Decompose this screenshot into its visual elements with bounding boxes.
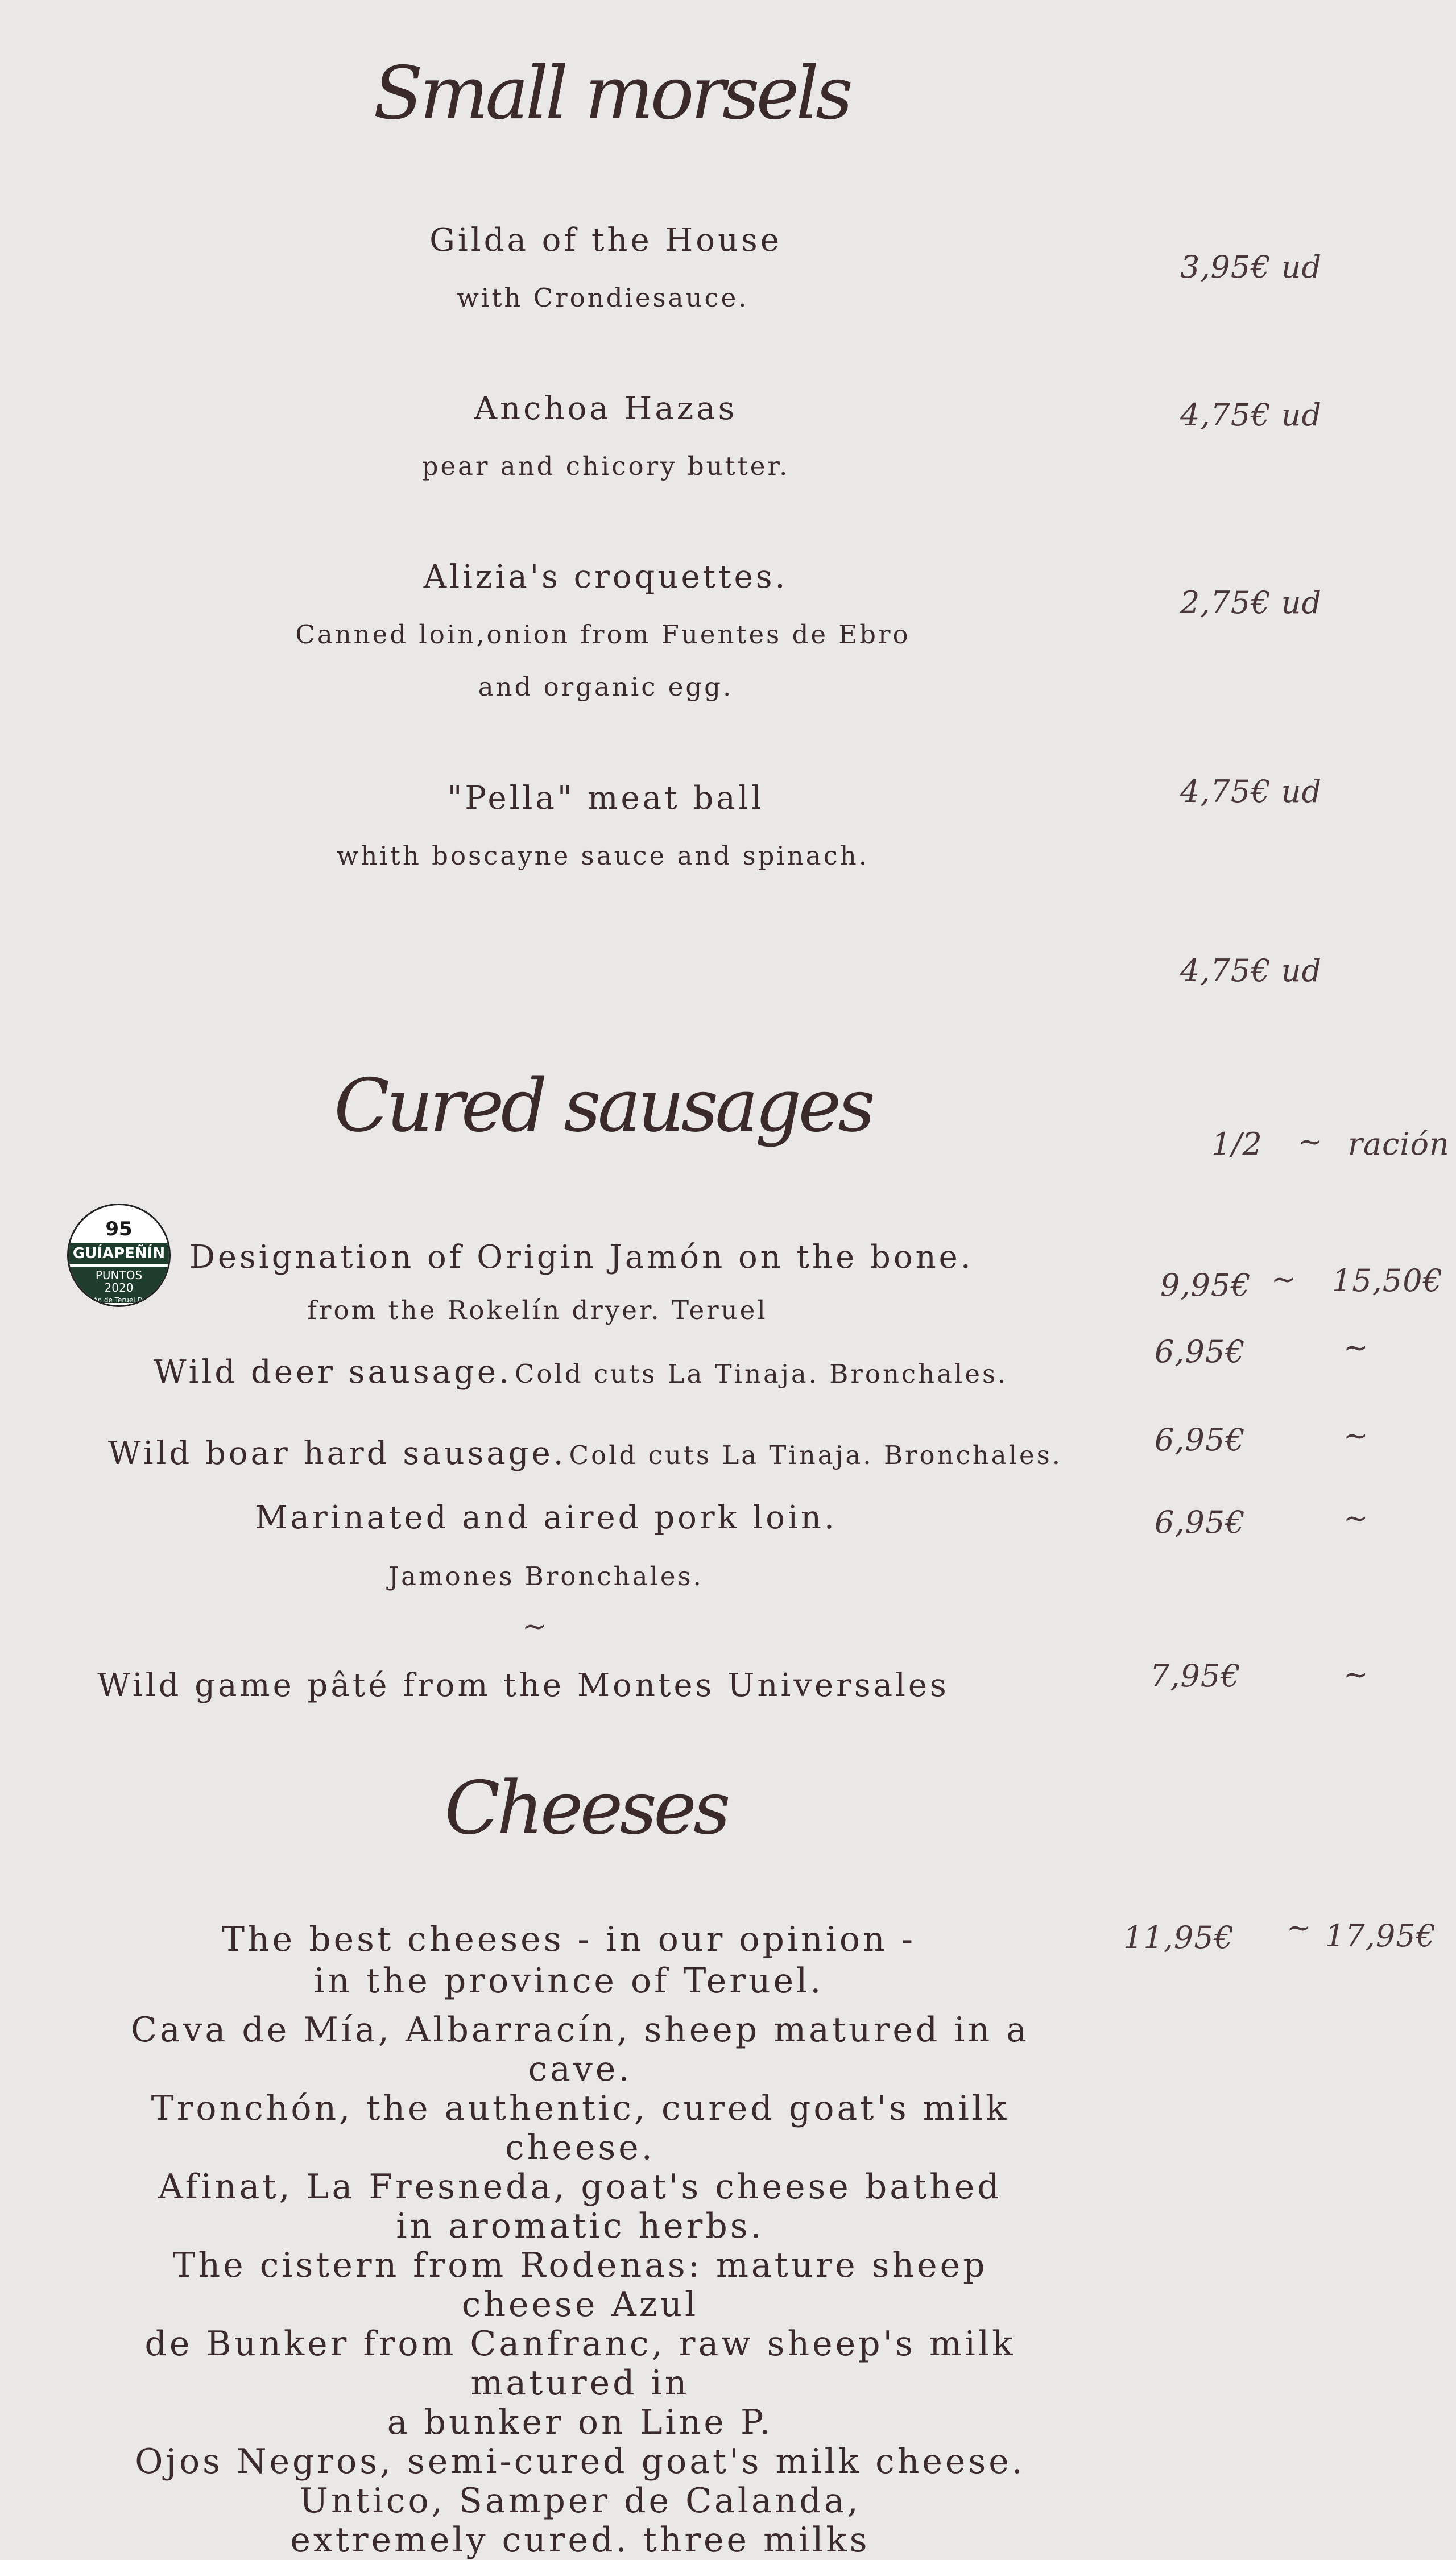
menu-item-desc: Jamones Bronchales. <box>388 1561 704 1591</box>
menu-item-desc: Canned loin,onion from Fuentes de Ebro <box>295 619 911 650</box>
menu-item-price-half: 6,95€ <box>1155 1334 1246 1370</box>
menu-item-desc: and organic egg. <box>478 672 734 702</box>
cheese-list <box>125 2011 1035 2560</box>
badge-label: PUNTOS <box>95 1268 143 1282</box>
badge-year: 2020 <box>104 1281 134 1295</box>
menu-item-desc: pear and chicory butter. <box>421 451 790 481</box>
menu-item-name: Designation of Origin Jamón on the bone. <box>189 1239 974 1276</box>
guia-penin-badge <box>67 1204 171 1307</box>
cheese-line: a bunker on Line P. <box>387 2402 774 2442</box>
menu-item-desc: whith boscayne sauce and spinach. <box>336 841 870 871</box>
menu-item-price-half: 6,95€ <box>1155 1504 1246 1540</box>
menu-item-price: 4,75€ ud <box>1180 953 1322 989</box>
menu-item-price-half: 9,95€ <box>1160 1267 1251 1303</box>
menu-item-price-full: 15,50€ <box>1332 1263 1443 1298</box>
section-title-small-morsels: Small morsels <box>373 51 850 136</box>
menu-item-price-half: 6,95€ <box>1155 1422 1246 1458</box>
column-header-tilde: ~ <box>1298 1125 1323 1159</box>
badge-brand: GUÍAPEÑÍN <box>69 1243 169 1264</box>
menu-item-price: 4,75€ ud <box>1180 397 1322 433</box>
cheese-line: The cistern from Rodenas: mature sheep cheese Azul <box>172 2245 988 2325</box>
cheese-line: Ojos Negros, semi-cured goat's milk cheese. <box>135 2442 1025 2482</box>
price-tilde: ~ <box>1343 1502 1368 1536</box>
badge-small-text: Jamón de Teruel D.O.P. <box>80 1296 158 1304</box>
menu-item-name: Wild game pâté from the Montes Universales <box>97 1667 949 1704</box>
menu-item-price-half: 7,95€ <box>1150 1658 1241 1694</box>
cheese-intro-line: in the province of Teruel. <box>313 1961 824 2001</box>
menu-item-name: Anchoa Hazas <box>474 390 738 427</box>
price-tilde: ~ <box>1343 1419 1368 1453</box>
menu-item-price: 2,75€ ud <box>1180 585 1322 621</box>
menu-item-name: Wild boar hard sausage. <box>108 1435 566 1472</box>
menu-item-line <box>154 1354 1008 1391</box>
cheese-intro-line: The best cheeses - in our opinion - <box>222 1920 916 1959</box>
cheese-price-full: 17,95€ <box>1325 1918 1436 1954</box>
menu-item-price: 4,75€ ud <box>1180 774 1322 809</box>
menu-item-name: "Pella" meat ball <box>447 780 764 817</box>
menu-item-desc: from the Rokelín dryer. Teruel <box>307 1295 768 1325</box>
cheese-line: Cava de Mía, Albarracín, sheep matured in a cave. <box>130 2010 1030 2089</box>
cheese-line: de Bunker from Canfranc, raw sheep's milk matured in <box>144 2324 1016 2403</box>
menu-item-name: Wild deer sausage. <box>154 1354 512 1391</box>
price-tilde: ~ <box>1343 1658 1368 1692</box>
cheese-line: Untico, Samper de Calanda, <box>299 2481 861 2521</box>
section-title-cured-sausages: Cured sausages <box>334 1064 872 1148</box>
cheese-price-half: 11,95€ <box>1123 1920 1234 1955</box>
badge-points: 95 <box>105 1218 133 1240</box>
price-tilde: ~ <box>1287 1911 1312 1945</box>
badge-subtext <box>69 1267 169 1303</box>
cheese-line: Tronchón, the authentic, cured goat's milk cheese. <box>151 2088 1010 2168</box>
column-header-racion: ración <box>1348 1126 1450 1162</box>
menu-item-extra: Cold cuts La Tinaja. Bronchales. <box>569 1440 1063 1470</box>
menu-item-desc: with Crondiesauce. <box>457 283 749 313</box>
section-title-cheeses: Cheeses <box>444 1766 727 1851</box>
cheese-line: Afinat, La Fresneda, goat's cheese bathed <box>158 2167 1002 2207</box>
menu-item-name: Gilda of the House <box>429 222 782 259</box>
price-tilde: ~ <box>1271 1263 1296 1297</box>
menu-item-extra: Cold cuts La Tinaja. Bronchales. <box>514 1359 1008 1389</box>
menu-item-name: Alizia's croquettes. <box>423 559 788 595</box>
column-header-half: 1/2 <box>1211 1126 1263 1162</box>
price-tilde: ~ <box>1343 1331 1368 1365</box>
menu-item-name: Marinated and aired pork loin. <box>255 1499 837 1536</box>
cheese-line: in aromatic herbs. <box>396 2206 764 2246</box>
menu-item-price: 3,95€ ud <box>1180 249 1322 285</box>
menu-item-line <box>108 1435 1062 1472</box>
cheese-line: extremely cured. three milks <box>290 2520 870 2560</box>
divider-flourish: ~ <box>522 1610 547 1644</box>
